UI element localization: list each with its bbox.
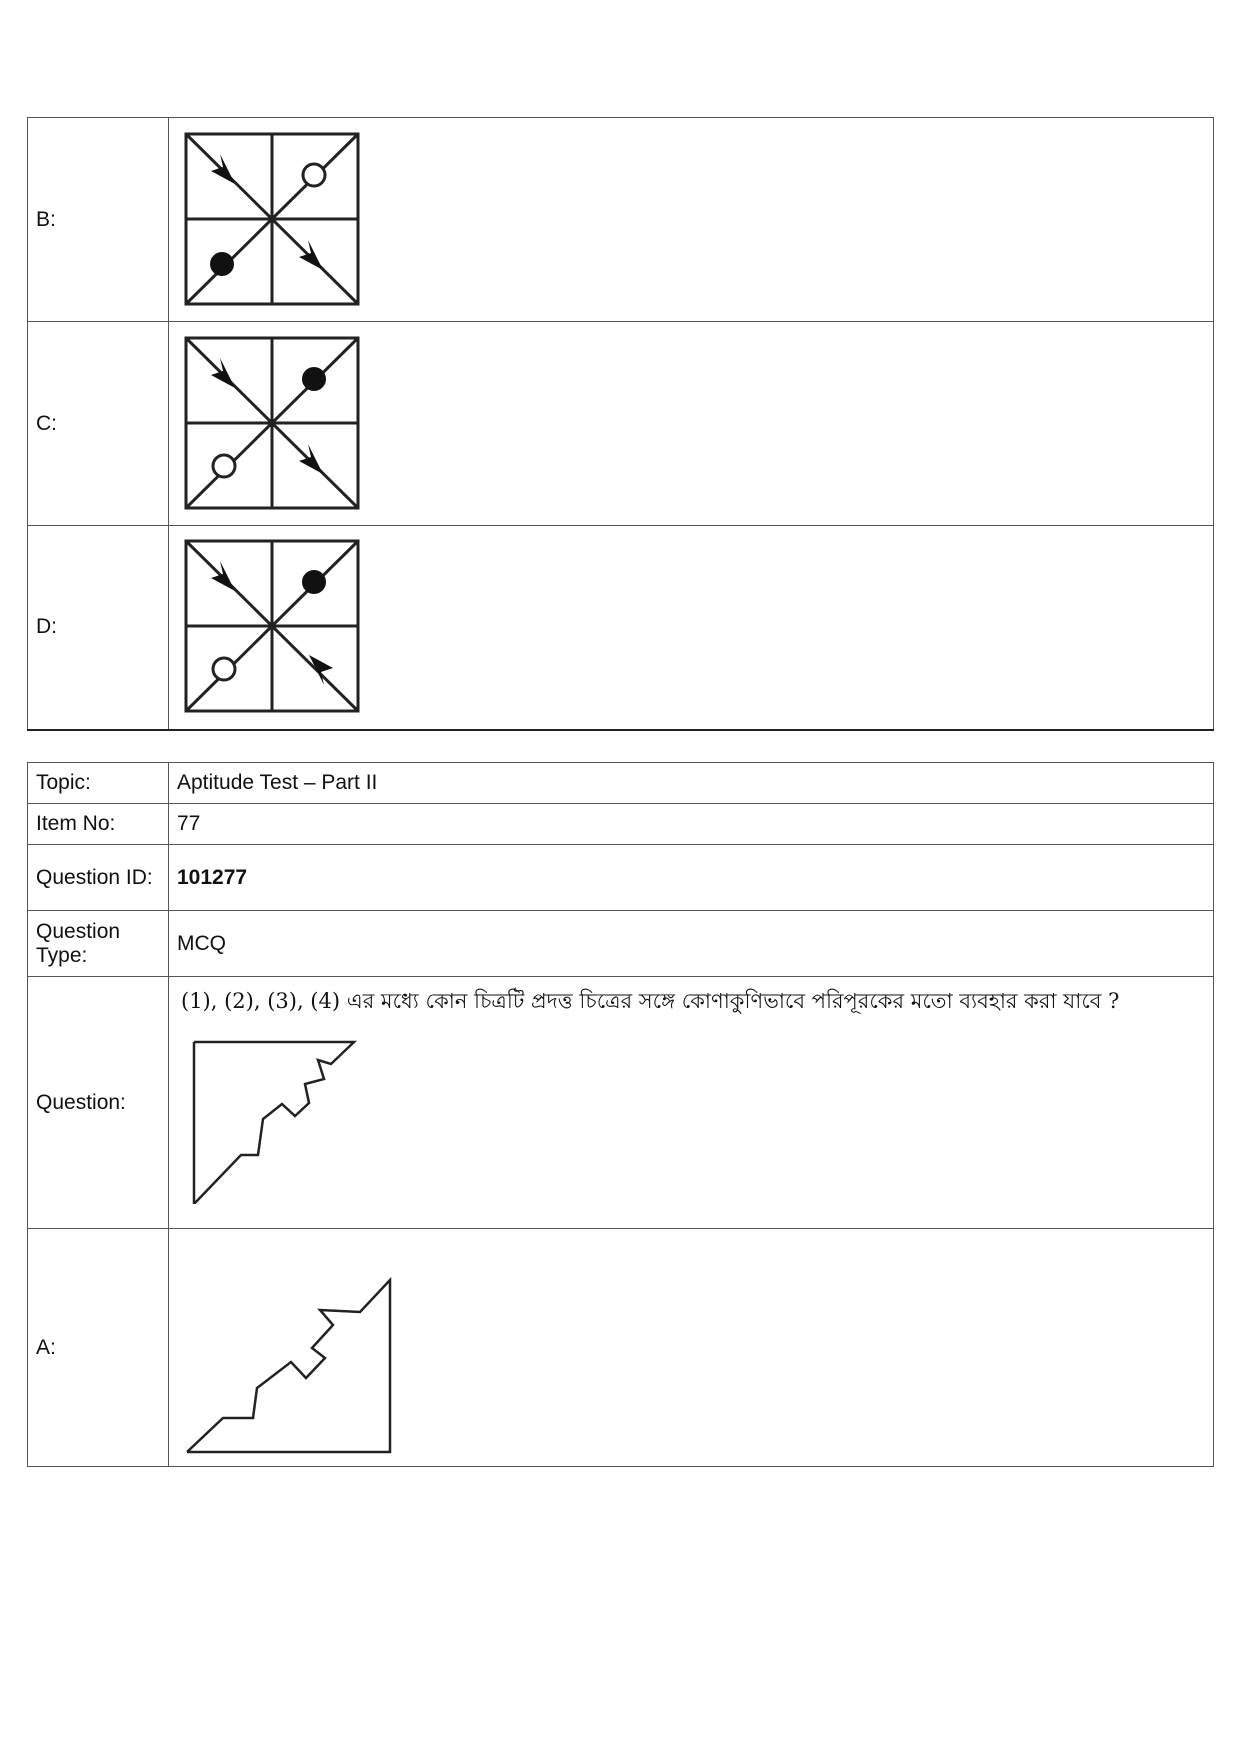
diagonal-square-figure-d bbox=[183, 538, 363, 716]
options-table bbox=[27, 117, 1214, 731]
question-text: (1), (2), (3), (4) এর মধ্যে কোন চিত্রটি প্রদত্ত চিত্রের সঙ্গে কোণাকুণিভাবে পরিপূরকের মতো ব্যবহার করা যাবে ? bbox=[181, 989, 1120, 1013]
option-label-b: B: bbox=[28, 118, 169, 322]
diagonal-square-figure-b bbox=[183, 131, 363, 309]
question-id-label: Question ID: bbox=[28, 845, 169, 911]
option-row-d bbox=[28, 526, 1214, 730]
option-a-label: A: bbox=[28, 1229, 169, 1467]
topic-label: Topic: bbox=[28, 763, 169, 804]
diagonal-square-figure-c bbox=[183, 335, 363, 513]
option-label-c: C: bbox=[28, 322, 169, 526]
question-id-value: 101277 bbox=[169, 845, 1214, 911]
question-figure bbox=[191, 1034, 371, 1204]
item-no-value: 77 bbox=[169, 804, 1214, 845]
option-label-d: D: bbox=[28, 526, 169, 730]
option-figure-d bbox=[169, 526, 1214, 730]
question-label: Question: bbox=[28, 977, 169, 1229]
topic-value: Aptitude Test – Part II bbox=[169, 763, 1214, 804]
row-question-type bbox=[28, 911, 1214, 977]
row-question-id bbox=[28, 845, 1214, 911]
option-a-figure bbox=[183, 1240, 403, 1455]
question-details-table bbox=[27, 762, 1214, 1467]
row-option-a bbox=[28, 1229, 1214, 1467]
option-row-c bbox=[28, 322, 1214, 526]
item-no-label: Item No: bbox=[28, 804, 169, 845]
row-topic bbox=[28, 763, 1214, 804]
row-question bbox=[28, 977, 1214, 1229]
question-type-value: MCQ bbox=[169, 911, 1214, 977]
option-figure-c bbox=[169, 322, 1214, 526]
option-row-b bbox=[28, 118, 1214, 322]
option-figure-b bbox=[169, 118, 1214, 322]
question-cell bbox=[169, 977, 1214, 1229]
row-item-no bbox=[28, 804, 1214, 845]
option-a-cell bbox=[169, 1229, 1214, 1467]
question-type-label: Question Type: bbox=[28, 911, 169, 977]
